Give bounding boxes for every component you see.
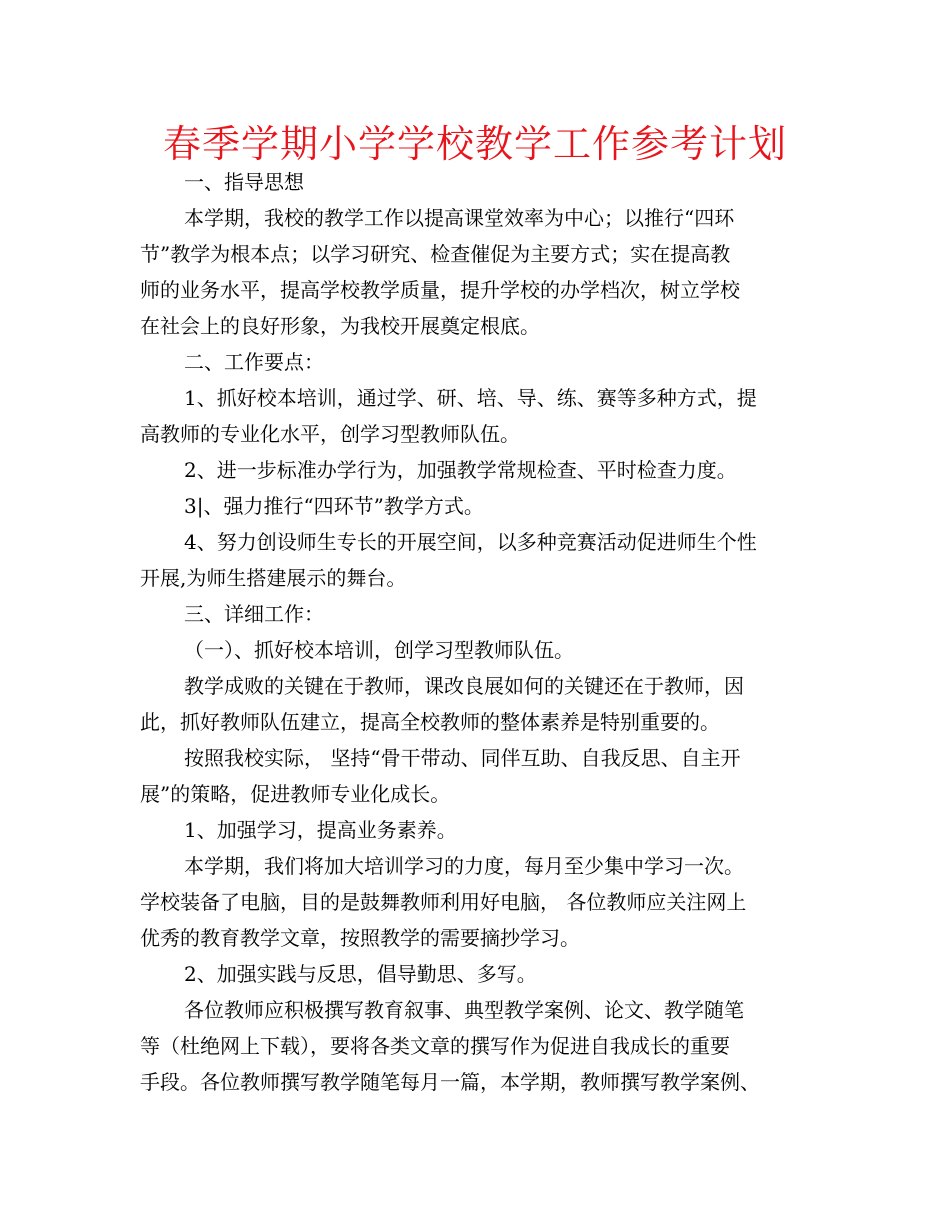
text-line: 开展,为师生搭建展示的舞台。 [140, 566, 407, 590]
text-line: 本学期，我校的教学工作以提高课堂效率为中心；以推行“四环 [184, 206, 735, 230]
text-line: 4、努力创设师生专长的开展空间，以多种竞赛活动促进师生个性 [184, 530, 757, 554]
text-line: 1、抓好校本培训，通过学、研、培、导、练、赛等多种方式，提 [184, 386, 757, 410]
text-line: 各位教师应积极撰写教育叙事、典型教学案例、论文、教学随笔 [184, 998, 744, 1022]
text-line: 一、指导思想 [184, 170, 304, 194]
document-title: 春季学期小学学校教学工作参考计划 [162, 122, 787, 166]
text-line: 本学期，我们将加大培训学习的力度，每月至少集中学习一次。 [184, 854, 744, 878]
text-line: 此，抓好教师队伍建立，提高全校教师的整体素养是特别重要的。 [140, 710, 720, 734]
text-line: 展”的策略，促进教师专业化成长。 [140, 782, 451, 806]
text-line: 2、进一步标准办学行为，加强教学常规检查、平时检查力度。 [184, 458, 737, 482]
text-line: 三、详细工作： [184, 602, 324, 626]
text-line: 2、加强实践与反思，倡导勤思、多写。 [184, 962, 537, 986]
text-line: 节”教学为根本点；以学习研究、检查催促为主要方式；实在提高教 [140, 242, 731, 266]
text-line: 学校装备了电脑，目的是鼓舞教师利用好电脑， 各位教师应关注网上 [140, 890, 747, 914]
text-line: 教学成败的关键在于教师，课改良展如何的关键还在于教师，因 [184, 674, 744, 698]
text-line: （一）、抓好校本培训，创学习型教师队伍。 [184, 638, 574, 662]
text-line: 二、工作要点： [184, 350, 324, 374]
text-line: 按照我校实际， 坚持“骨干带动、同伴互助、自我反思、自主开 [184, 746, 741, 770]
text-line: 1、加强学习，提高业务素养。 [184, 818, 457, 842]
document-body [140, 164, 815, 1100]
text-line: 高教师的专业化水平，创学习型教师队伍。 [140, 422, 520, 446]
text-line: 等（杜绝网上下载），要将各类文章的撰写作为促进自我成长的重要 [140, 1034, 730, 1058]
text-line: 师的业务水平，提高学校教学质量，提升学校的办学档次，树立学校 [140, 278, 740, 302]
text-line: 3|、强力推行“四环节”教学方式。 [184, 494, 484, 518]
text-line: 在社会上的良好形象，为我校开展奠定根底。 [140, 314, 540, 338]
text-line: 手段。各位教师撰写教学随笔每月一篇，本学期，教师撰写教学案例、 [140, 1070, 760, 1094]
text-line: 优秀的教育教学文章，按照教学的需要摘抄学习。 [140, 926, 580, 950]
